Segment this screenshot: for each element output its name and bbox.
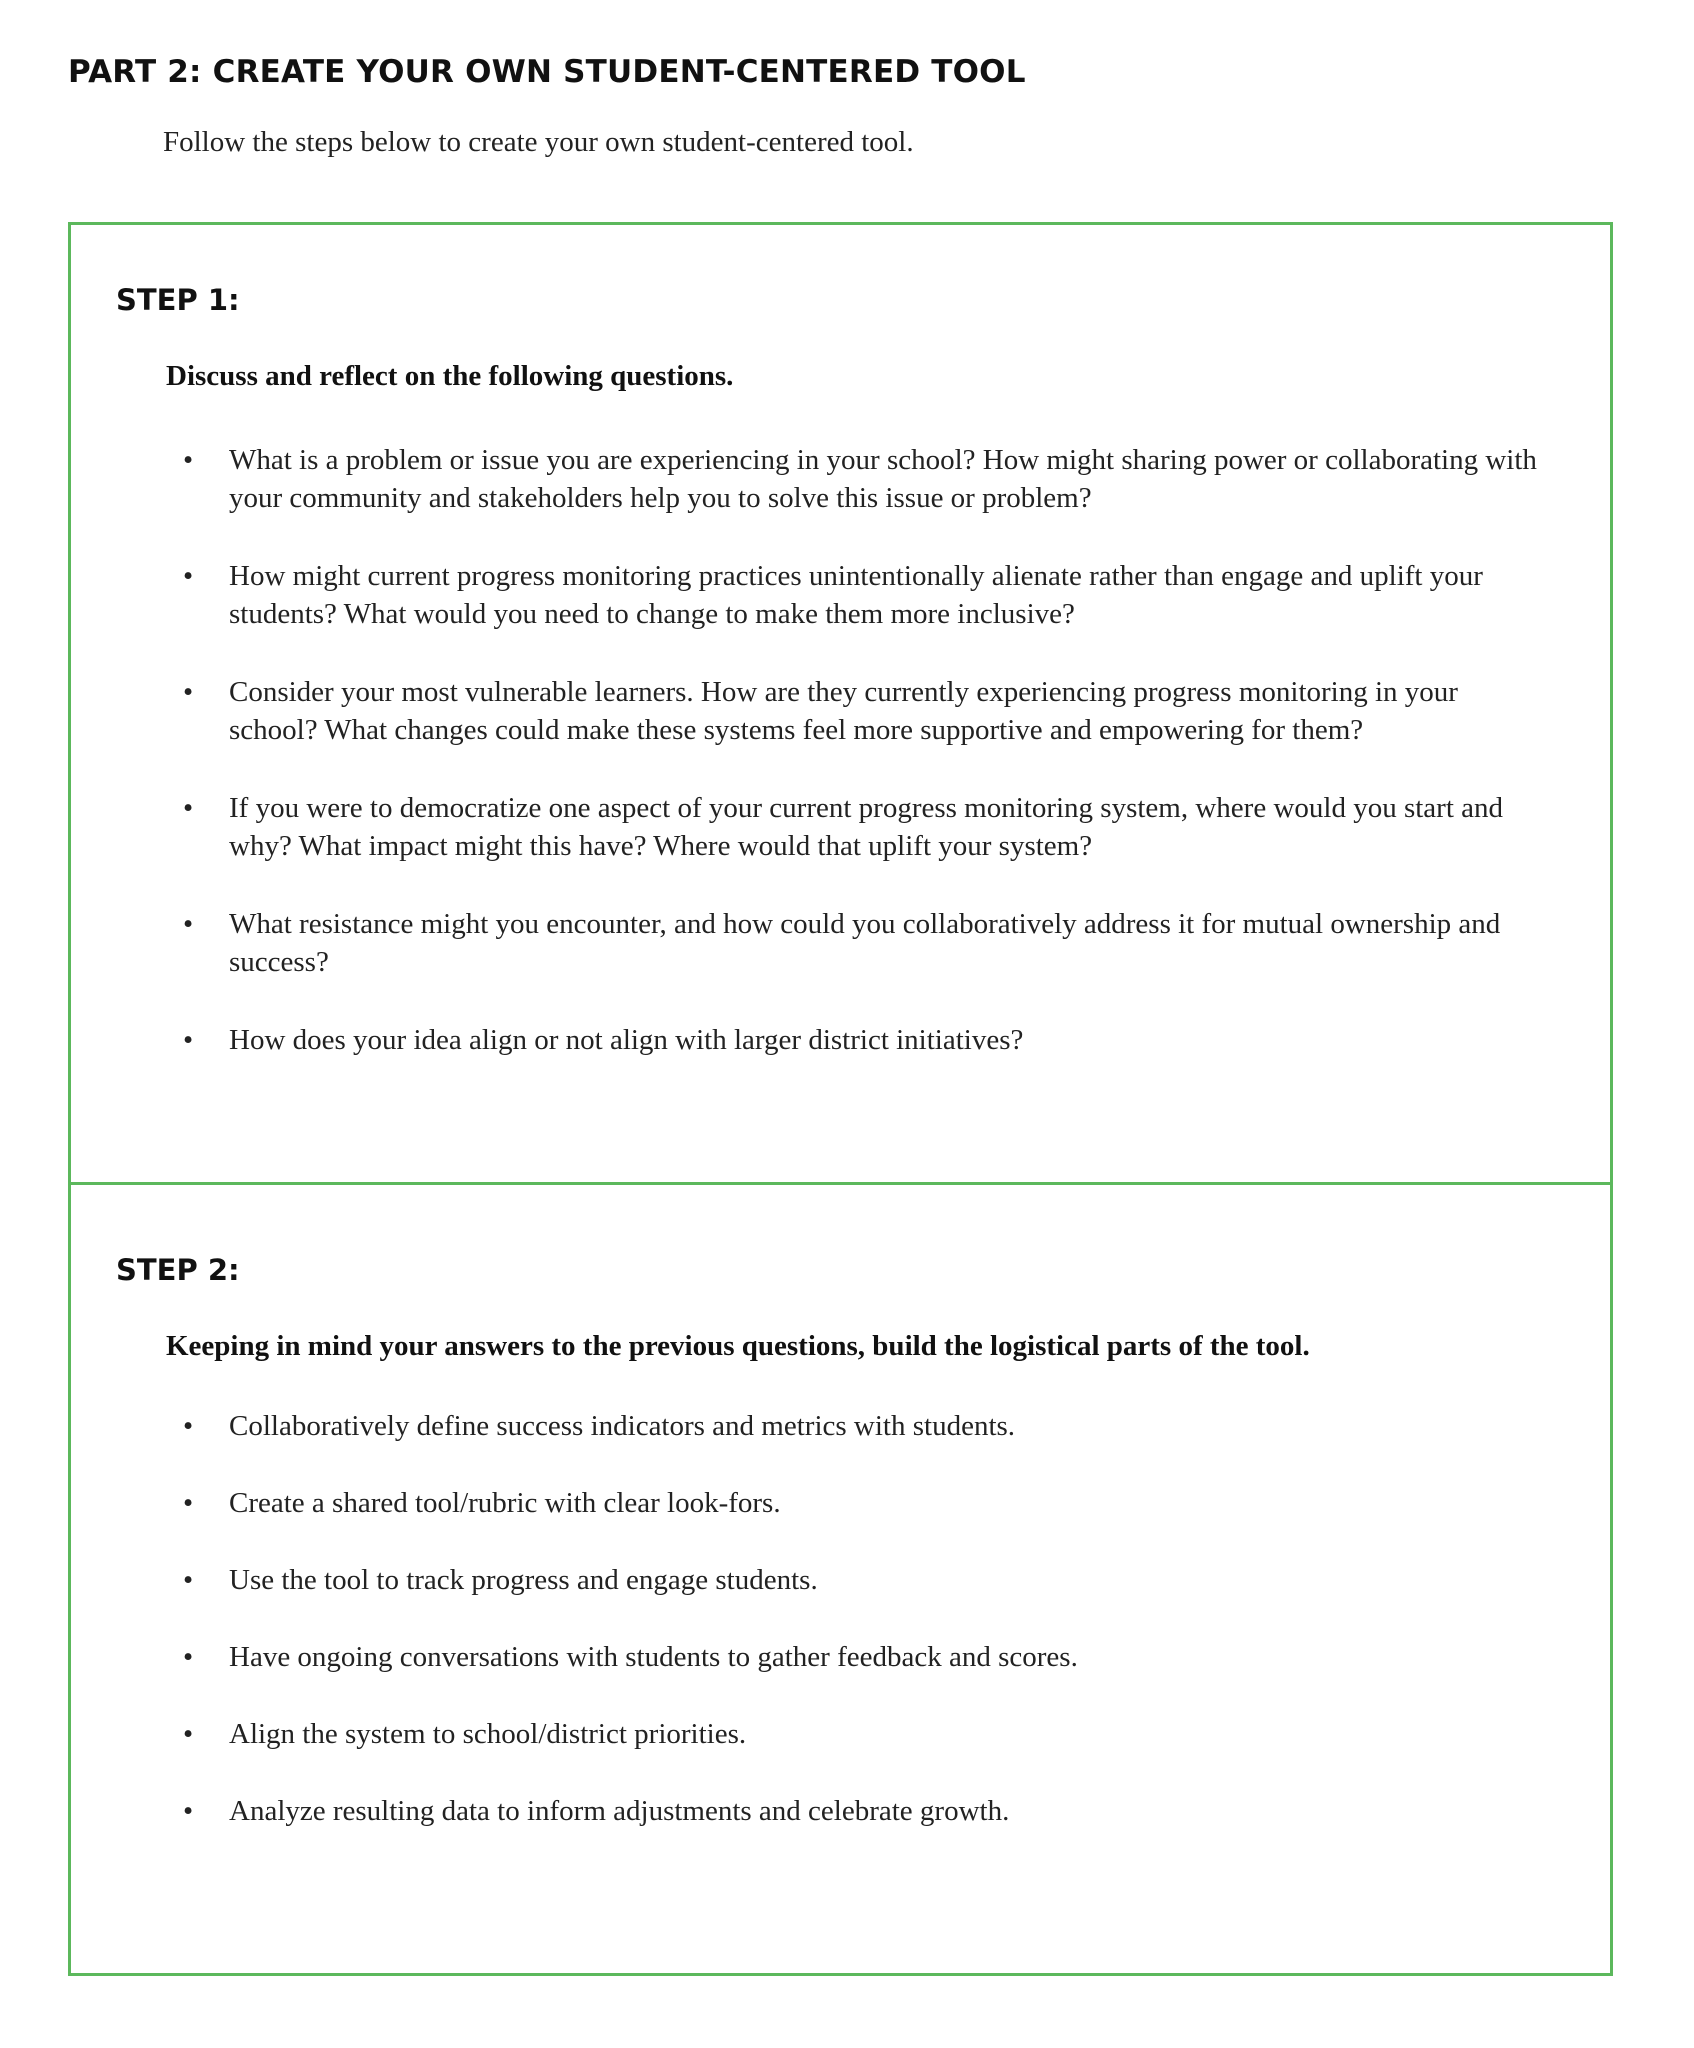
step-2-title: STEP 2: [116, 1253, 240, 1287]
list-item-text: If you were to democratize one aspect of your current progress monitoring system, where would you start and why? What impact might this have? Where would that uplift your system? [229, 792, 1504, 862]
list-item-text: Create a shared tool/rubric with clear look-fors. [229, 1487, 781, 1519]
bullet-icon: • [183, 560, 194, 592]
list-item [183, 1561, 1543, 1599]
bullet-icon: • [183, 676, 194, 708]
step-2-box [68, 1182, 1613, 1976]
step-2-instruction: Keeping in mind your answers to the previous questions, build the logistical parts of the tool. [166, 1330, 1310, 1362]
list-item-text: Collaboratively define success indicators and metrics with students. [229, 1410, 1016, 1442]
list-item-text: How does your idea align or not align with larger district initiatives? [229, 1024, 1024, 1056]
bullet-icon: • [183, 1564, 194, 1596]
list-item [183, 1715, 1543, 1753]
list-item [183, 673, 1543, 749]
list-item [183, 1792, 1543, 1830]
list-item [183, 1638, 1543, 1676]
list-item-text: Use the tool to track progress and engage students. [229, 1564, 818, 1596]
list-item [183, 905, 1543, 981]
bullet-icon: • [183, 908, 194, 940]
intro-text: Follow the steps below to create your own student-centered tool. [163, 126, 914, 158]
bullet-icon: • [183, 1641, 194, 1673]
step-1-box [68, 222, 1613, 1185]
bullet-icon: • [183, 1795, 194, 1827]
step-2-task-list [183, 1407, 1543, 1869]
list-item [183, 1484, 1543, 1522]
list-item-text: Analyze resulting data to inform adjustments and celebrate growth. [229, 1795, 1010, 1827]
list-item [183, 1021, 1543, 1059]
step-1-question-list [183, 441, 1543, 1099]
list-item-text: How might current progress monitoring practices unintentionally alienate rather than engage and uplift your students? What would you need to change to make them more inclusive? [229, 560, 1483, 630]
bullet-icon: • [183, 1718, 194, 1750]
list-item [183, 557, 1543, 633]
list-item-text: Consider your most vulnerable learners. How are they currently experiencing progress monitoring in your school? What changes could make these systems feel more supportive and empowering for them? [229, 676, 1458, 746]
bullet-icon: • [183, 1410, 194, 1442]
list-item [183, 789, 1543, 865]
list-item-text: What resistance might you encounter, and how could you collaboratively address it for mutual ownership and success? [229, 908, 1501, 978]
list-item [183, 441, 1543, 517]
bullet-icon: • [183, 1487, 194, 1519]
step-1-title: STEP 1: [116, 283, 240, 317]
page-title: PART 2: CREATE YOUR OWN STUDENT-CENTERED TOOL [68, 54, 1026, 90]
list-item-text: What is a problem or issue you are experiencing in your school? How might sharing power or collaborating with your community and stakeholders help you to solve this issue or problem? [229, 444, 1537, 514]
bullet-icon: • [183, 444, 194, 476]
bullet-icon: • [183, 1024, 194, 1056]
list-item-text: Have ongoing conversations with students to gather feedback and scores. [229, 1641, 1078, 1673]
list-item-text: Align the system to school/district priorities. [229, 1718, 747, 1750]
step-1-instruction: Discuss and reflect on the following questions. [166, 360, 734, 392]
list-item [183, 1407, 1543, 1445]
bullet-icon: • [183, 792, 194, 824]
